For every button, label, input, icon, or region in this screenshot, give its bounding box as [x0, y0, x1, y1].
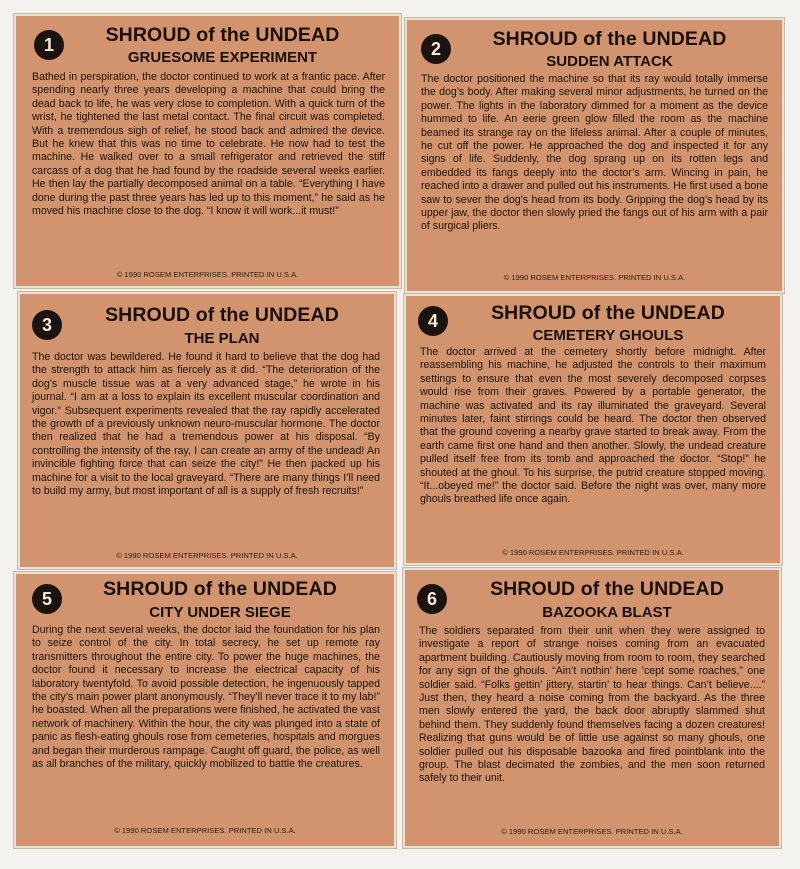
card-copyright: © 1990 ROSEM ENTERPRISES. PRINTED IN U.S.A.: [501, 827, 683, 836]
card-1: [14, 14, 401, 288]
card-copyright: © 1990 ROSEM ENTERPRISES. PRINTED IN U.S.A.: [502, 548, 684, 557]
card-3: [18, 292, 396, 569]
card-copyright: © 1990 ROSEM ENTERPRISES. PRINTED IN U.S.A.: [116, 270, 299, 279]
card-number-badge: 6: [417, 584, 447, 614]
card-story-text: The doctor arrived at the cemetery shortly before midnight. After reassembling his machine, he adjusted the controls to their maximum settings to ensure that even the most severely decomposed corpses would rise from their graves. Powered by a portable generator, the machine was activated and its ray illuminated the graveyard. Several minutes later, faint stirrings could be heard. The doctor then observed that the ground covering a nearby grave started to break away. From the earth came first one hand and then another. Slowly, the undead creature pulled itself free from its tomb and approached the doctor. “Stop!” he shouted at the ghoul. To his surprise, the putrid creature stopped moving. “It...obeyed me!” the doctor said. Before the night was over, many more ghouls breathed life once again.: [420, 346, 766, 506]
card-number-badge: 1: [34, 30, 64, 60]
card-copyright: © 1990 ROSEM ENTERPRISES. PRINTED IN U.S.A.: [116, 551, 298, 560]
card-title: GRUESOME EXPERIMENT: [127, 49, 318, 66]
card-6: [403, 568, 781, 848]
card-series-title: SHROUD of the UNDEAD: [492, 28, 727, 50]
card-series-title: SHROUD of the UNDEAD: [490, 578, 724, 600]
card-number-badge: 5: [32, 584, 62, 614]
card-story-text: The soldiers separated from their unit when they were assigned to investigate a report of strange noises coming from an evacuated apartment building. Cautiously moving from room to room, they searched for any sign of the ghouls. “Ain’t nothin’ here ’cept some roaches,” one soldier said. “Folks gettin’ jittery, startin’ to hear things. Can’t believe....” Just then, they heard a noise coming from the backyard. As the three men slowly entered the yard, the back door abruptly slammed shut behind them. They suddenly found themselves facing a dozen creatures! Realizing that guns would be of little use against so many ghouls, one soldier pulled out his disposable bazooka and fired pointblank into the group. The blast decimated the zombies, and the men soon returned safely to their unit.: [419, 625, 765, 785]
card-series-title: SHROUD of the UNDEAD: [103, 578, 337, 600]
card-title: CEMETERY GHOULS: [532, 327, 684, 344]
card-5: [14, 572, 396, 848]
card-story-text: The doctor positioned the machine so that its ray would totally immerse the dog’s body. After making several minor adjustments, he turned on the power. The lights in the laboratory dimmed for a moment as the device hummed to life. An eerie green glow filled the room as the machine beamed its strange ray on the lifeless animal. After a couple of minutes, he cut off the power. He approached the dog and inspected it for any signs of life. Suddenly, the dog sprang up on its rotten legs and embedded its fangs deeply into the doctor’s arm. Wincing in pain, he reached into a drawer and pulled out his instruments. He first used a bone saw to sever the dog’s head from its body. Gripping the dog’s head by its upper jaw, the doctor then slowly pried the fangs out of his arm with a pair of surgical pliers.: [421, 73, 768, 233]
card-title: THE PLAN: [184, 330, 260, 347]
card-2: [405, 18, 784, 293]
card-number-badge: 4: [418, 306, 448, 336]
card-copyright: © 1990 ROSEM ENTERPRISES. PRINTED IN U.S.A.: [114, 826, 296, 835]
card-series-title: SHROUD of the UNDEAD: [491, 302, 725, 324]
card-title: CITY UNDER SIEGE: [149, 604, 291, 621]
card-number-badge: 2: [421, 34, 451, 64]
card-story-text: Bathed in perspiration, the doctor continued to work at a frantic pace. After spending nearly three years developing a machine that could bring the dead back to life, he was very close to completion. With a quick turn of the wrist, he tightened the last metal contact. The final circuit was completed. With a tremendous sigh of relief, he stood back and admired the device. But he knew that this was no time to celebrate. He now had to test the machine. He walked over to a small refrigerator and retrieved the stiff carcass of a dog that he had found by the roadside several weeks earlier. He then lay the partially decomposed animal on a table. “Everything I have done during the past three years has led up to this moment,” he said as he moved his machine close to the dog. “I know it will work...it must!”: [32, 71, 385, 218]
card-series-title: SHROUD of the UNDEAD: [105, 24, 340, 46]
card-number-badge: 3: [32, 310, 62, 340]
card-title: SUDDEN ATTACK: [546, 53, 673, 70]
card-story-text: The doctor was bewildered. He found it hard to believe that the dog had the strength to attack him as fiercely as it did. “The deterioration of the dog’s muscle tissue was at a very advanced stage,” he wrote in his journal. “I am at a loss to explain its excellent muscular coordination and vigor.” Subsequent experiments revealed that the ray rapidly accelerated the growth of a previously unknown neuro-muscular hormone. The doctor then realized that he had a tremendous power at his disposal. “By controlling the intensity of the ray, I can create an army of the undead! An invincible fighting force that can seize the city!” He then packed up his machine for a visit to the local graveyard. “There are many things I’ll need to build my army, but most important of all is a supply of fresh recruits!”: [32, 351, 380, 498]
card-series-title: SHROUD of the UNDEAD: [105, 304, 339, 326]
card-copyright: © 1990 ROSEM ENTERPRISES. PRINTED IN U.S.A.: [503, 273, 686, 282]
card-4: [404, 294, 782, 565]
card-title: BAZOOKA BLAST: [542, 604, 672, 621]
card-story-text: During the next several weeks, the doctor laid the foundation for his plan to seize control of the city. In total secrecy, he set up remote ray transmitters throughout the entire city. To power the huge machines, the doctor found it necessary to increase the electrical capacity of his laboratory twentyfold. To avoid possible detection, he ingenuously tapped the city’s main power plant anonymously. “They’ll never trace it to my lab!” he boasted. When all the preparations were finished, he activated the vast network of machinery. Within the hour, the city was plunged into a state of panic as flesh-eating ghouls rose from cemeteries, hospitals and morgues and began their murderous rampage. Caught off guard, the police, as well as all branches of the military, quickly mobilized to battle the creatures.: [32, 624, 380, 771]
